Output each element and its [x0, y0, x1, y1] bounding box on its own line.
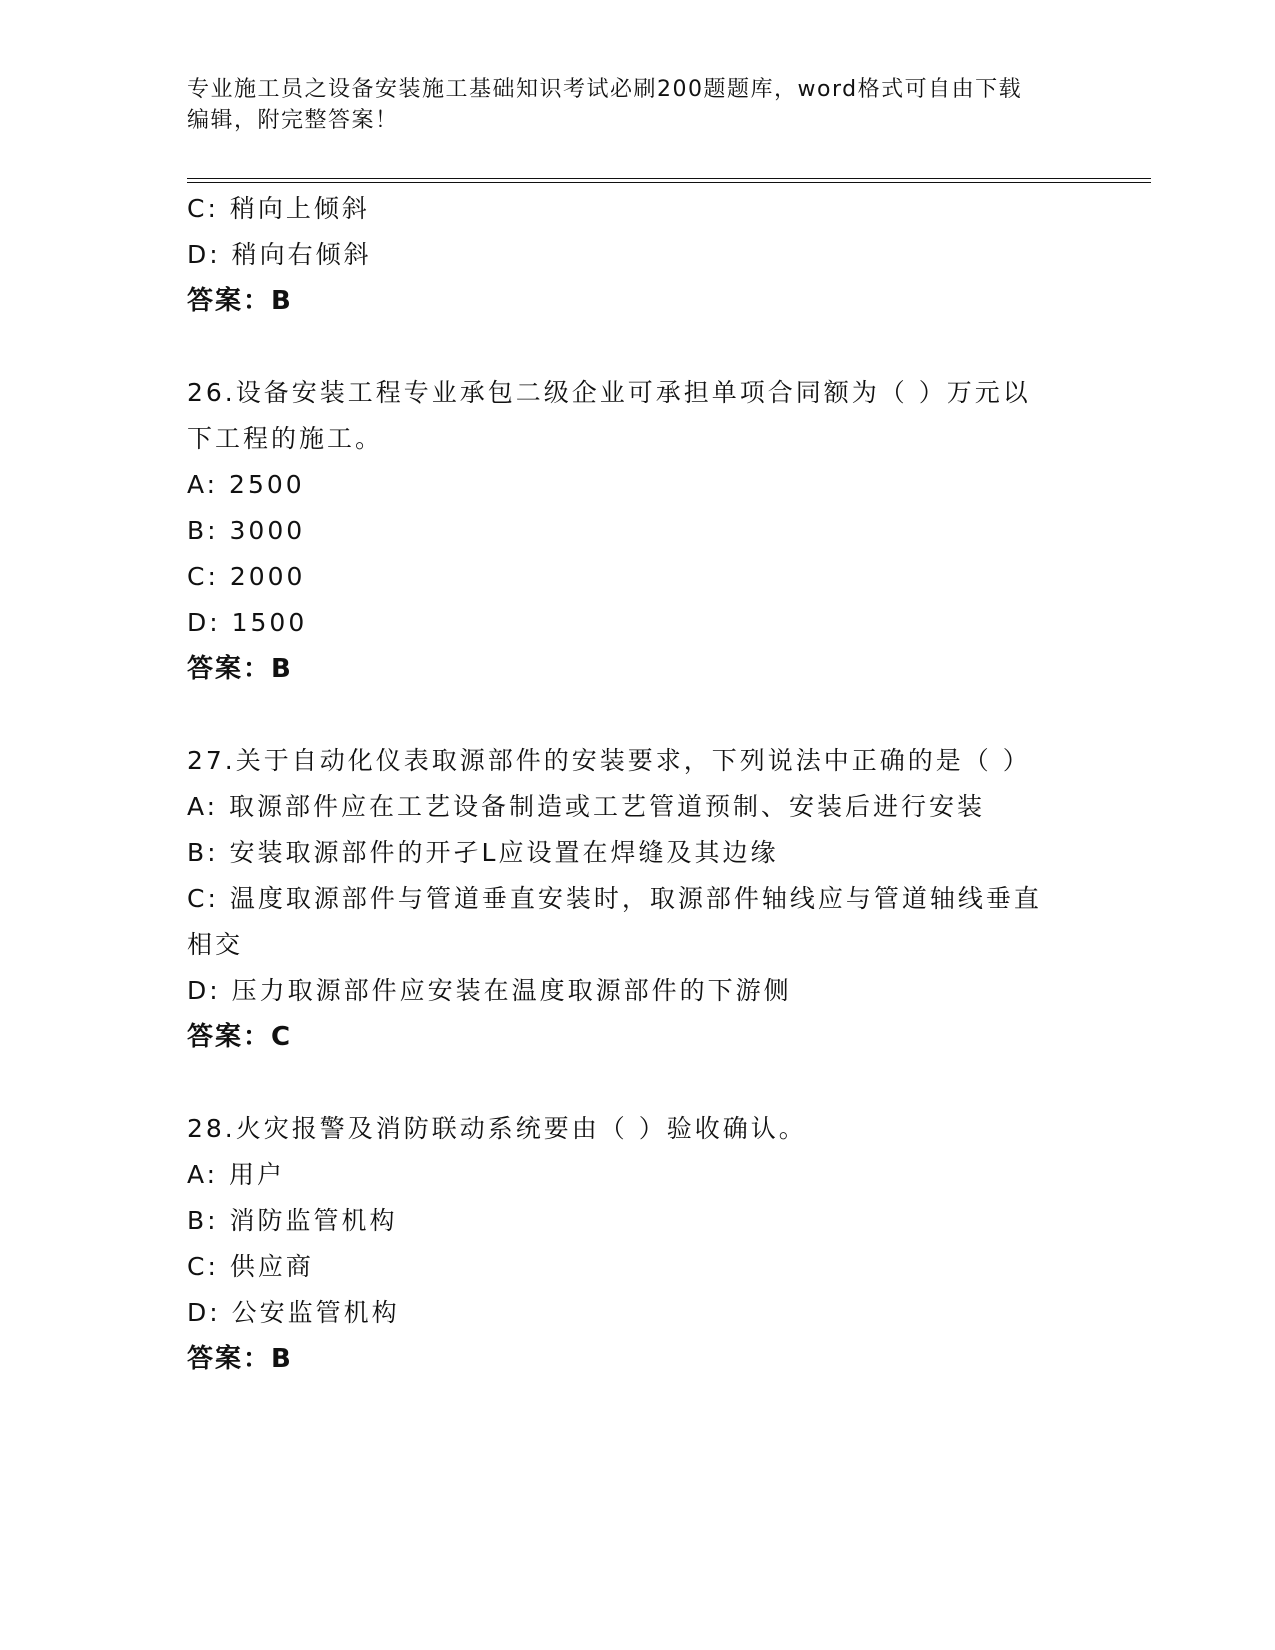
option-a: A: 用户 [187, 1160, 286, 1189]
question-text: 27.关于自动化仪表取源部件的安装要求，下列说法中正确的是（ ） [187, 746, 1031, 775]
option-c: C: 温度取源部件与管道垂直安装时，取源部件轴线应与管道轴线垂直 [187, 884, 1042, 913]
option-d: D: 1500 [187, 608, 308, 637]
option-d: D: 压力取源部件应安装在温度取源部件的下游侧 [187, 976, 792, 1005]
option-a: A: 取源部件应在工艺设备制造或工艺管道预制、安装后进行安装 [187, 792, 986, 821]
option-b: B: 消防监管机构 [187, 1206, 398, 1235]
question-text-continued: 下工程的施工。 [187, 424, 384, 453]
option-c-continued: 相交 [187, 930, 244, 959]
question-text: 28.火灾报警及消防联动系统要由（ ）验收确认。 [187, 1114, 807, 1143]
spacer [187, 324, 1087, 370]
option-d: D: 公安监管机构 [187, 1298, 400, 1327]
header-title-line-2: 编辑，附完整答案！ [187, 108, 399, 133]
option-c: C: 供应商 [187, 1252, 314, 1281]
answer-line: 答案：B [187, 1344, 293, 1374]
option-c: C: 2000 [187, 562, 306, 591]
question-block-prev [187, 186, 1087, 324]
document-header [187, 74, 1087, 136]
question-block-26 [187, 370, 1087, 692]
spacer [187, 1060, 1087, 1106]
header-double-rule [187, 178, 1151, 183]
answer-line: 答案：B [187, 654, 293, 684]
option-b: B: 安装取源部件的开孑L应设置在焊缝及其边缘 [187, 838, 779, 867]
answer-line: 答案：B [187, 286, 293, 316]
question-content [187, 186, 1087, 1382]
option-d: D: 稍向右倾斜 [187, 240, 372, 269]
question-block-27 [187, 738, 1087, 1060]
question-text: 26.设备安装工程专业承包二级企业可承担单项合同额为（ ）万元以 [187, 378, 1031, 407]
option-a: A: 2500 [187, 470, 305, 499]
answer-line: 答案：C [187, 1022, 293, 1052]
question-block-28 [187, 1106, 1087, 1382]
option-c: C: 稍向上倾斜 [187, 194, 370, 223]
header-title-line-1: 专业施工员之设备安装施工基础知识考试必刷200题题库，word格式可自由下载 [187, 77, 1023, 102]
option-b: B: 3000 [187, 516, 306, 545]
spacer [187, 692, 1087, 738]
